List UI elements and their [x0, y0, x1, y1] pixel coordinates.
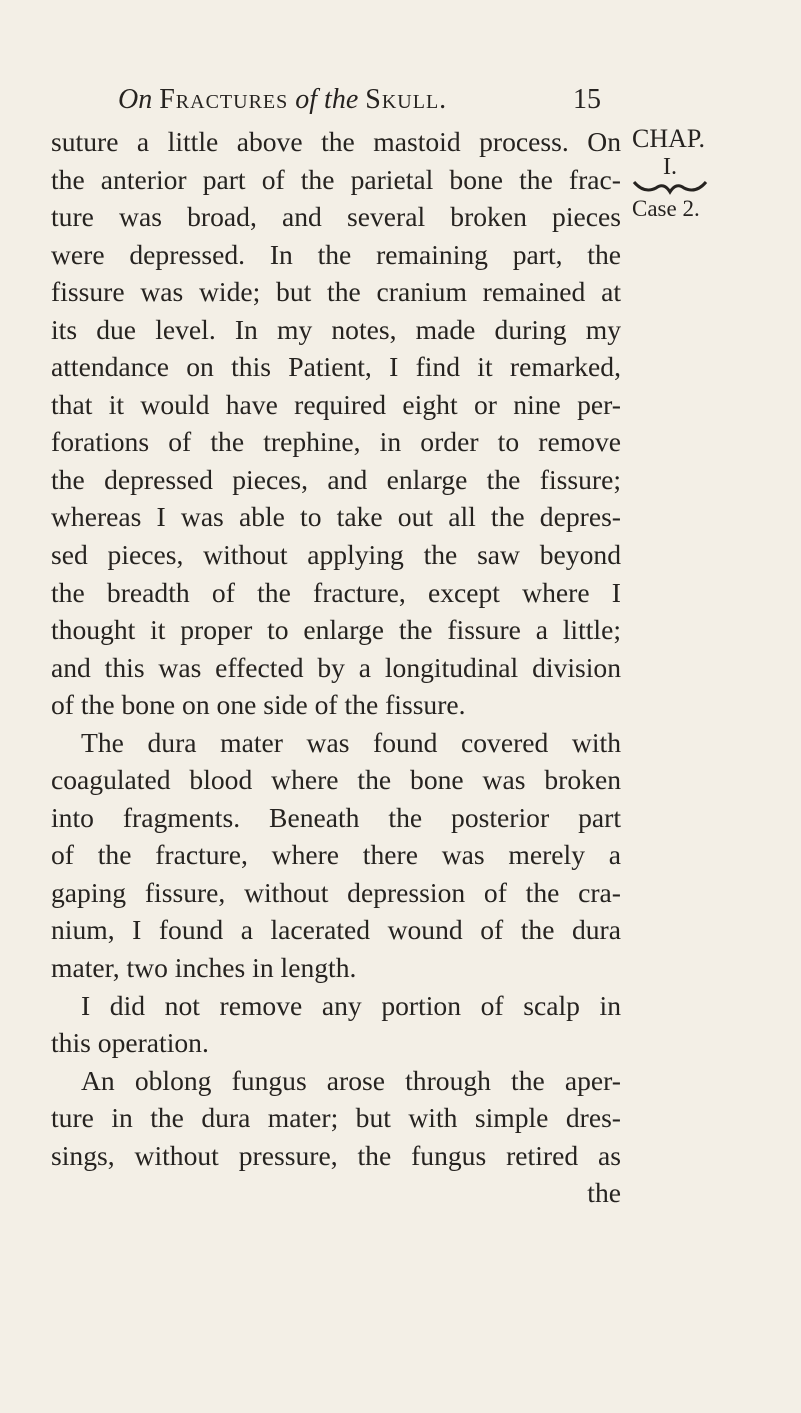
text-line: its due level. In my notes, made during my	[51, 313, 621, 345]
header-fractures: Fractures	[159, 84, 289, 115]
body-text	[51, 123, 621, 1212]
text-line: the breadth of the fracture, except where I	[51, 576, 621, 608]
header-of-the: of the	[295, 84, 359, 115]
text-line: An oblong fungus arose through the aper-	[81, 1064, 621, 1096]
running-header	[118, 82, 601, 118]
brace-ornament-icon	[630, 176, 710, 198]
text-line: of the fracture, where there was merely a	[51, 839, 621, 871]
text-line: forations of the trephine, in order to remove	[51, 426, 621, 458]
text-line: mater, two inches in length.	[51, 952, 357, 984]
text-line: attendance on this Patient, I find it remarked,	[51, 351, 621, 383]
text-line: nium, I found a lacerated wound of the dura	[51, 914, 621, 946]
margin-case-label: Case 2.	[632, 196, 700, 221]
header-skull: Skull.	[365, 84, 448, 115]
text-line: sed pieces, without applying the saw beyond	[51, 539, 621, 571]
text-line: ture was broad, and several broken pieces	[51, 201, 621, 233]
catchword: the	[587, 1177, 621, 1209]
text-line: thought it proper to enlarge the fissure a little;	[51, 614, 621, 646]
page-number: 15	[573, 84, 601, 115]
text-line: coagulated blood where the bone was broken	[51, 764, 621, 796]
text-line: ture in the dura mater; but with simple dres-	[51, 1102, 621, 1134]
text-line: suture a little above the mastoid process. On	[51, 126, 621, 157]
text-line: The dura mater was found covered with	[81, 726, 621, 758]
text-line: sings, without pressure, the fungus retired as	[51, 1139, 621, 1171]
text-line: gaping fissure, without depression of the cra-	[51, 876, 621, 908]
text-line: fissure was wide; but the cranium remained at	[51, 276, 621, 308]
text-line: and this was effected by a longitudinal division	[51, 651, 621, 683]
text-line: whereas I was able to take out all the depres-	[51, 501, 621, 533]
text-line: the anterior part of the parietal bone the frac-	[51, 163, 621, 195]
header-on: On	[118, 84, 153, 115]
text-line: that it would have required eight or nine per-	[51, 388, 621, 420]
text-line: this operation.	[51, 1027, 209, 1059]
text-line: the depressed pieces, and enlarge the fissure;	[51, 463, 621, 495]
text-line: into fragments. Beneath the posterior part	[51, 801, 621, 833]
margin-chapter-number: I.	[663, 154, 677, 180]
margin-chapter-label: CHAP.	[632, 124, 705, 153]
text-line: of the bone on one side of the fissure.	[51, 689, 466, 721]
text-line: I did not remove any portion of scalp in	[81, 989, 621, 1021]
text-line: were depressed. In the remaining part, the	[51, 238, 621, 270]
